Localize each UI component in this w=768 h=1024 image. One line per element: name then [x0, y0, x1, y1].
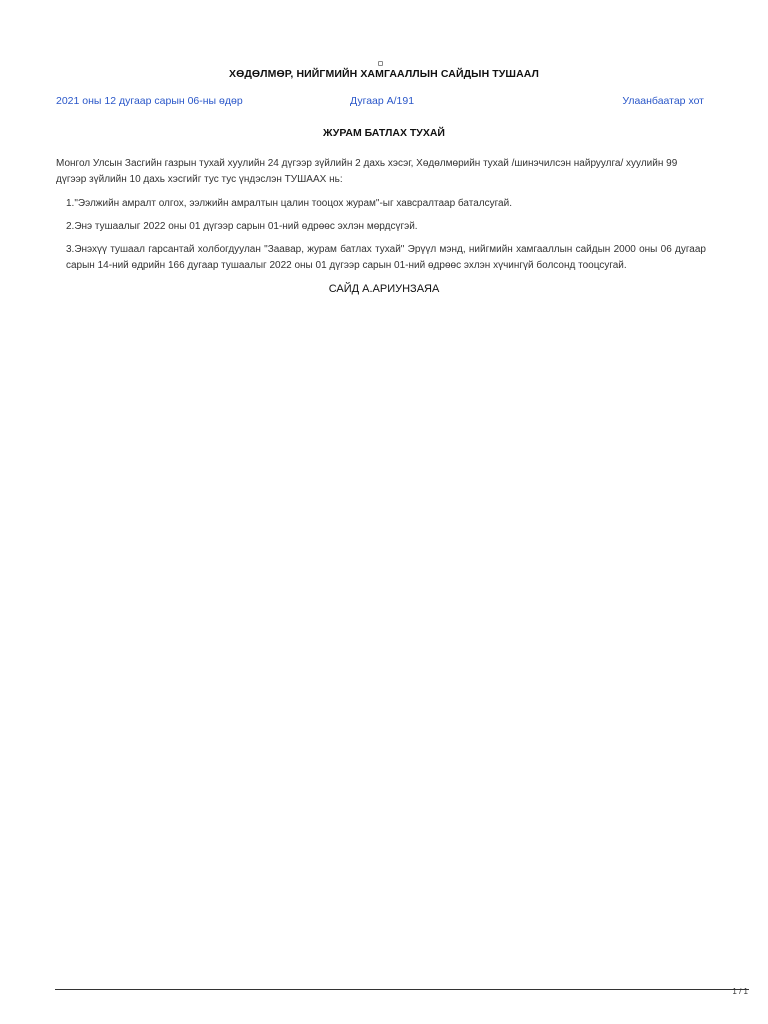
order-item-1-text: 1."Ээлжийн амралт олгох, ээлжийн амралтын цалин тооцох журам"-ыг хавсралтаар баталсугай. — [66, 198, 512, 209]
page-number: 1 / 1 — [732, 987, 748, 996]
document-title: ХӨДӨЛМӨР, НИЙГМИЙН ХАМГААЛЛЫН САЙДЫН ТУШААЛ — [228, 68, 540, 80]
document-number: Дугаар А/191 — [350, 95, 415, 107]
document-preamble: Монгол Улсын Засгийн газрын тухай хуулийн 24 дүгээр зүйлийн 2 дахь хэсэг, Хөдөлмөрийн тухай /шинэчилсэн найруулга/ хуулийн 99 дүгээр зүйлийн 10 дахь хэсгийг тус тус үндэслэн ТУШААХ нь: — [56, 158, 678, 185]
order-item-3-text: 3.Энэхүү тушаал гарсантай холбогдуулан "Заавар, журам батлах тухай" Эрүүл мэнд, нийгмийн хамгааллын сайдын 2000 оны 06 дугаар сарын 14-ний өдрийн 166 дугаар тушаалыг 2022 оны 01 дүгээр сарын 01-ний өдрөөс эхлэн хүчингүй болсонд тооцсугай. — [66, 244, 706, 271]
order-item-1 — [56, 196, 706, 212]
order-item-3 — [56, 242, 706, 274]
order-item-2-text: 2.Энэ тушаалыг 2022 оны 01 дүгээр сарын 01-ний өдрөөс эхлэн мөрдсүгэй. — [66, 221, 418, 232]
document-date: 2021 оны 12 дугаар сарын 06-ны өдөр — [56, 95, 243, 107]
document-meta-row — [56, 95, 704, 109]
document-subject: ЖУРАМ БАТЛАХ ТУХАЙ — [323, 127, 445, 139]
order-item-2 — [56, 219, 706, 235]
footer-divider — [55, 989, 749, 990]
signature: САЙД А.АРИУНЗАЯА — [328, 283, 440, 295]
document-place: Улаанбаатар хот — [622, 95, 704, 107]
page-marker-icon — [378, 61, 383, 66]
